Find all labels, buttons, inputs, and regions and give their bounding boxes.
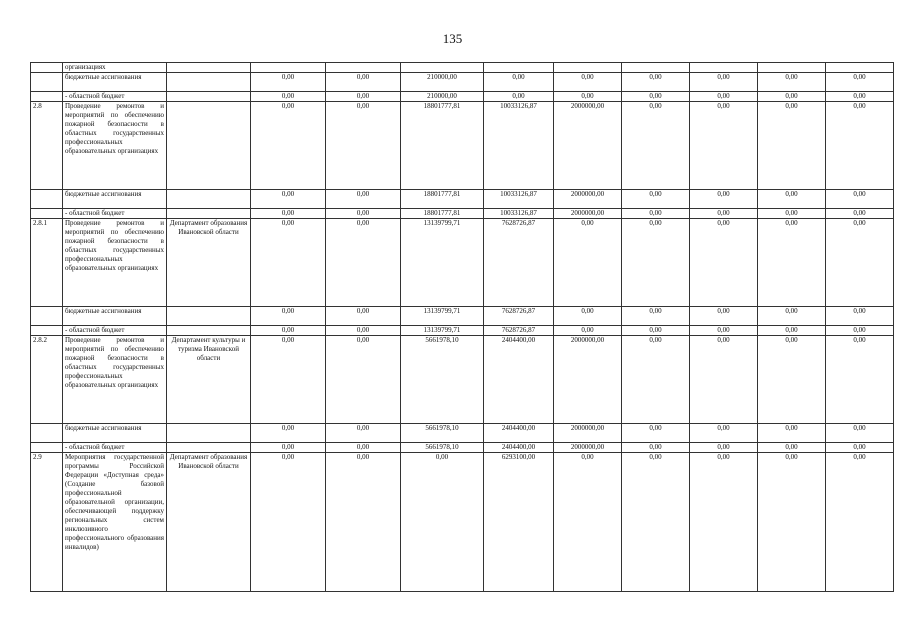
table-row [31,73,894,92]
value-cell: 0,00 [622,92,690,102]
funding-source-label: бюджетные ассигнования [63,73,167,92]
value-cell: 0,00 [622,209,690,219]
value-cell: 7628726,87 [484,219,554,307]
funding-source-label: - областной бюджет [63,92,167,102]
value-cell: 0,00 [326,73,401,92]
value-cell: 0,00 [484,73,554,92]
value-cell [251,63,326,73]
value-cell: 0,00 [251,307,326,326]
row-executor: Департамент образования Ивановской области [167,453,251,592]
table-row [31,63,894,73]
value-cell: 0,00 [484,92,554,102]
value-cell: 0,00 [690,92,758,102]
value-cell: 7628726,87 [484,307,554,326]
value-cell: 2000000,00 [554,336,622,424]
funding-source-label: бюджетные ассигнования [63,190,167,209]
value-cell: 0,00 [826,424,894,443]
value-cell: 0,00 [826,73,894,92]
value-cell: 0,00 [690,424,758,443]
value-cell: 0,00 [758,73,826,92]
row-name: организациях [63,63,167,73]
value-cell: 0,00 [690,209,758,219]
value-cell: 0,00 [622,336,690,424]
funding-source-label: - областной бюджет [63,443,167,453]
value-cell: 210000,00 [401,73,484,92]
value-cell: 13139799,71 [401,326,484,336]
value-cell [690,63,758,73]
value-cell: 0,00 [758,326,826,336]
row-executor [167,424,251,443]
row-code [31,326,63,336]
value-cell: 0,00 [326,190,401,209]
row-code: 2.8 [31,102,63,190]
value-cell: 18801777,81 [401,209,484,219]
row-name: Проведение ремонтов и мероприятий по обеспечению пожарной безопасности в областных государственных профессиональных образовательных организациях [63,336,167,424]
value-cell: 13139799,71 [401,307,484,326]
value-cell [401,63,484,73]
funding-source-label: бюджетные ассигнования [63,424,167,443]
value-cell [622,63,690,73]
value-cell [758,63,826,73]
value-cell: 0,00 [758,190,826,209]
row-executor [167,73,251,92]
row-code: 2.8.2 [31,336,63,424]
value-cell: 0,00 [251,219,326,307]
row-executor [167,102,251,190]
value-cell: 0,00 [690,219,758,307]
value-cell: 0,00 [326,326,401,336]
table-row [31,453,894,592]
funding-source-label: бюджетные ассигнования [63,307,167,326]
row-executor [167,443,251,453]
value-cell: 2000000,00 [554,424,622,443]
value-cell: 2000000,00 [554,102,622,190]
table-row [31,102,894,190]
value-cell: 0,00 [251,326,326,336]
row-code: 2.9 [31,453,63,592]
value-cell: 0,00 [622,326,690,336]
row-name: Проведение ремонтов и мероприятий по обеспечению пожарной безопасности в областных государственных профессиональных образовательных организациях [63,102,167,190]
value-cell: 2404400,00 [484,336,554,424]
value-cell: 0,00 [554,219,622,307]
table-row [31,219,894,307]
value-cell: 0,00 [251,453,326,592]
value-cell: 0,00 [554,73,622,92]
value-cell: 5661978,10 [401,336,484,424]
row-code: 2.8.1 [31,219,63,307]
value-cell: 0,00 [554,326,622,336]
table-row [31,92,894,102]
value-cell: 0,00 [690,443,758,453]
value-cell: 0,00 [826,190,894,209]
value-cell: 0,00 [622,219,690,307]
value-cell: 0,00 [826,336,894,424]
table-row [31,307,894,326]
table-row [31,443,894,453]
value-cell: 10033126,87 [484,102,554,190]
value-cell: 0,00 [826,326,894,336]
value-cell: 0,00 [826,453,894,592]
row-name: Проведение ремонтов и мероприятий по обеспечению пожарной безопасности в областных государственных профессиональных образовательных организациях [63,219,167,307]
value-cell: 0,00 [758,443,826,453]
value-cell: 0,00 [401,453,484,592]
value-cell: 2000000,00 [554,209,622,219]
row-name: Мероприятия государственной программы Российской Федерации «Доступная среда» (Создание базовой профессиональной образовательной организации, обеспечивающей поддержку региональных систем инклюзивного профессионального образования инвалидов) [63,453,167,592]
row-executor [167,307,251,326]
value-cell: 0,00 [758,92,826,102]
value-cell: 0,00 [554,307,622,326]
value-cell: 13139799,71 [401,219,484,307]
value-cell: 0,00 [622,102,690,190]
row-code [31,307,63,326]
value-cell: 0,00 [622,453,690,592]
row-code [31,443,63,453]
value-cell [826,63,894,73]
value-cell: 6293100,00 [484,453,554,592]
value-cell: 0,00 [326,92,401,102]
value-cell: 10033126,87 [484,190,554,209]
value-cell: 5661978,10 [401,424,484,443]
funding-source-label: - областной бюджет [63,209,167,219]
row-executor [167,92,251,102]
row-executor: Департамент культуры и туризма Ивановской области [167,336,251,424]
value-cell: 0,00 [690,453,758,592]
value-cell: 0,00 [758,219,826,307]
value-cell [484,63,554,73]
value-cell: 0,00 [251,73,326,92]
value-cell: 0,00 [251,209,326,219]
value-cell: 0,00 [690,190,758,209]
row-code [31,73,63,92]
value-cell: 0,00 [622,443,690,453]
row-code [31,63,63,73]
value-cell: 0,00 [826,209,894,219]
table-body [31,63,894,592]
row-code [31,209,63,219]
value-cell: 2404400,00 [484,424,554,443]
value-cell: 5661978,10 [401,443,484,453]
value-cell: 0,00 [826,92,894,102]
value-cell: 0,00 [251,92,326,102]
row-executor [167,209,251,219]
value-cell: 0,00 [326,307,401,326]
value-cell: 0,00 [690,73,758,92]
row-executor [167,326,251,336]
value-cell: 0,00 [622,190,690,209]
table-row [31,209,894,219]
value-cell: 0,00 [758,102,826,190]
value-cell: 0,00 [758,424,826,443]
value-cell: 0,00 [326,219,401,307]
value-cell: 210000,00 [401,92,484,102]
value-cell: 0,00 [326,424,401,443]
value-cell: 0,00 [554,453,622,592]
value-cell: 0,00 [251,336,326,424]
value-cell: 0,00 [690,336,758,424]
value-cell: 10033126,87 [484,209,554,219]
value-cell: 2404400,00 [484,443,554,453]
funding-source-label: - областной бюджет [63,326,167,336]
value-cell: 7628726,87 [484,326,554,336]
table-row [31,424,894,443]
row-code [31,92,63,102]
value-cell: 0,00 [690,102,758,190]
value-cell [554,63,622,73]
value-cell: 2000000,00 [554,190,622,209]
table-row [31,336,894,424]
value-cell: 0,00 [826,443,894,453]
value-cell: 0,00 [251,102,326,190]
value-cell: 0,00 [251,443,326,453]
value-cell: 0,00 [622,424,690,443]
budget-table [30,62,894,592]
value-cell: 0,00 [758,209,826,219]
value-cell: 0,00 [622,73,690,92]
value-cell: 0,00 [826,307,894,326]
value-cell [326,63,401,73]
value-cell: 0,00 [554,92,622,102]
row-code [31,424,63,443]
row-executor [167,190,251,209]
value-cell: 0,00 [326,102,401,190]
page-number: 135 [442,31,463,46]
value-cell: 2000000,00 [554,443,622,453]
value-cell: 0,00 [622,307,690,326]
value-cell: 0,00 [758,336,826,424]
value-cell: 18801777,81 [401,102,484,190]
value-cell: 0,00 [690,326,758,336]
value-cell: 0,00 [326,453,401,592]
value-cell: 0,00 [826,219,894,307]
value-cell: 18801777,81 [401,190,484,209]
row-code [31,190,63,209]
row-executor [167,63,251,73]
row-executor: Департамент образования Ивановской области [167,219,251,307]
value-cell: 0,00 [826,102,894,190]
value-cell: 0,00 [758,307,826,326]
value-cell: 0,00 [326,209,401,219]
value-cell: 0,00 [326,336,401,424]
value-cell: 0,00 [758,453,826,592]
value-cell: 0,00 [690,307,758,326]
value-cell: 0,00 [326,443,401,453]
table-row [31,190,894,209]
value-cell: 0,00 [251,424,326,443]
table-row [31,326,894,336]
value-cell: 0,00 [251,190,326,209]
